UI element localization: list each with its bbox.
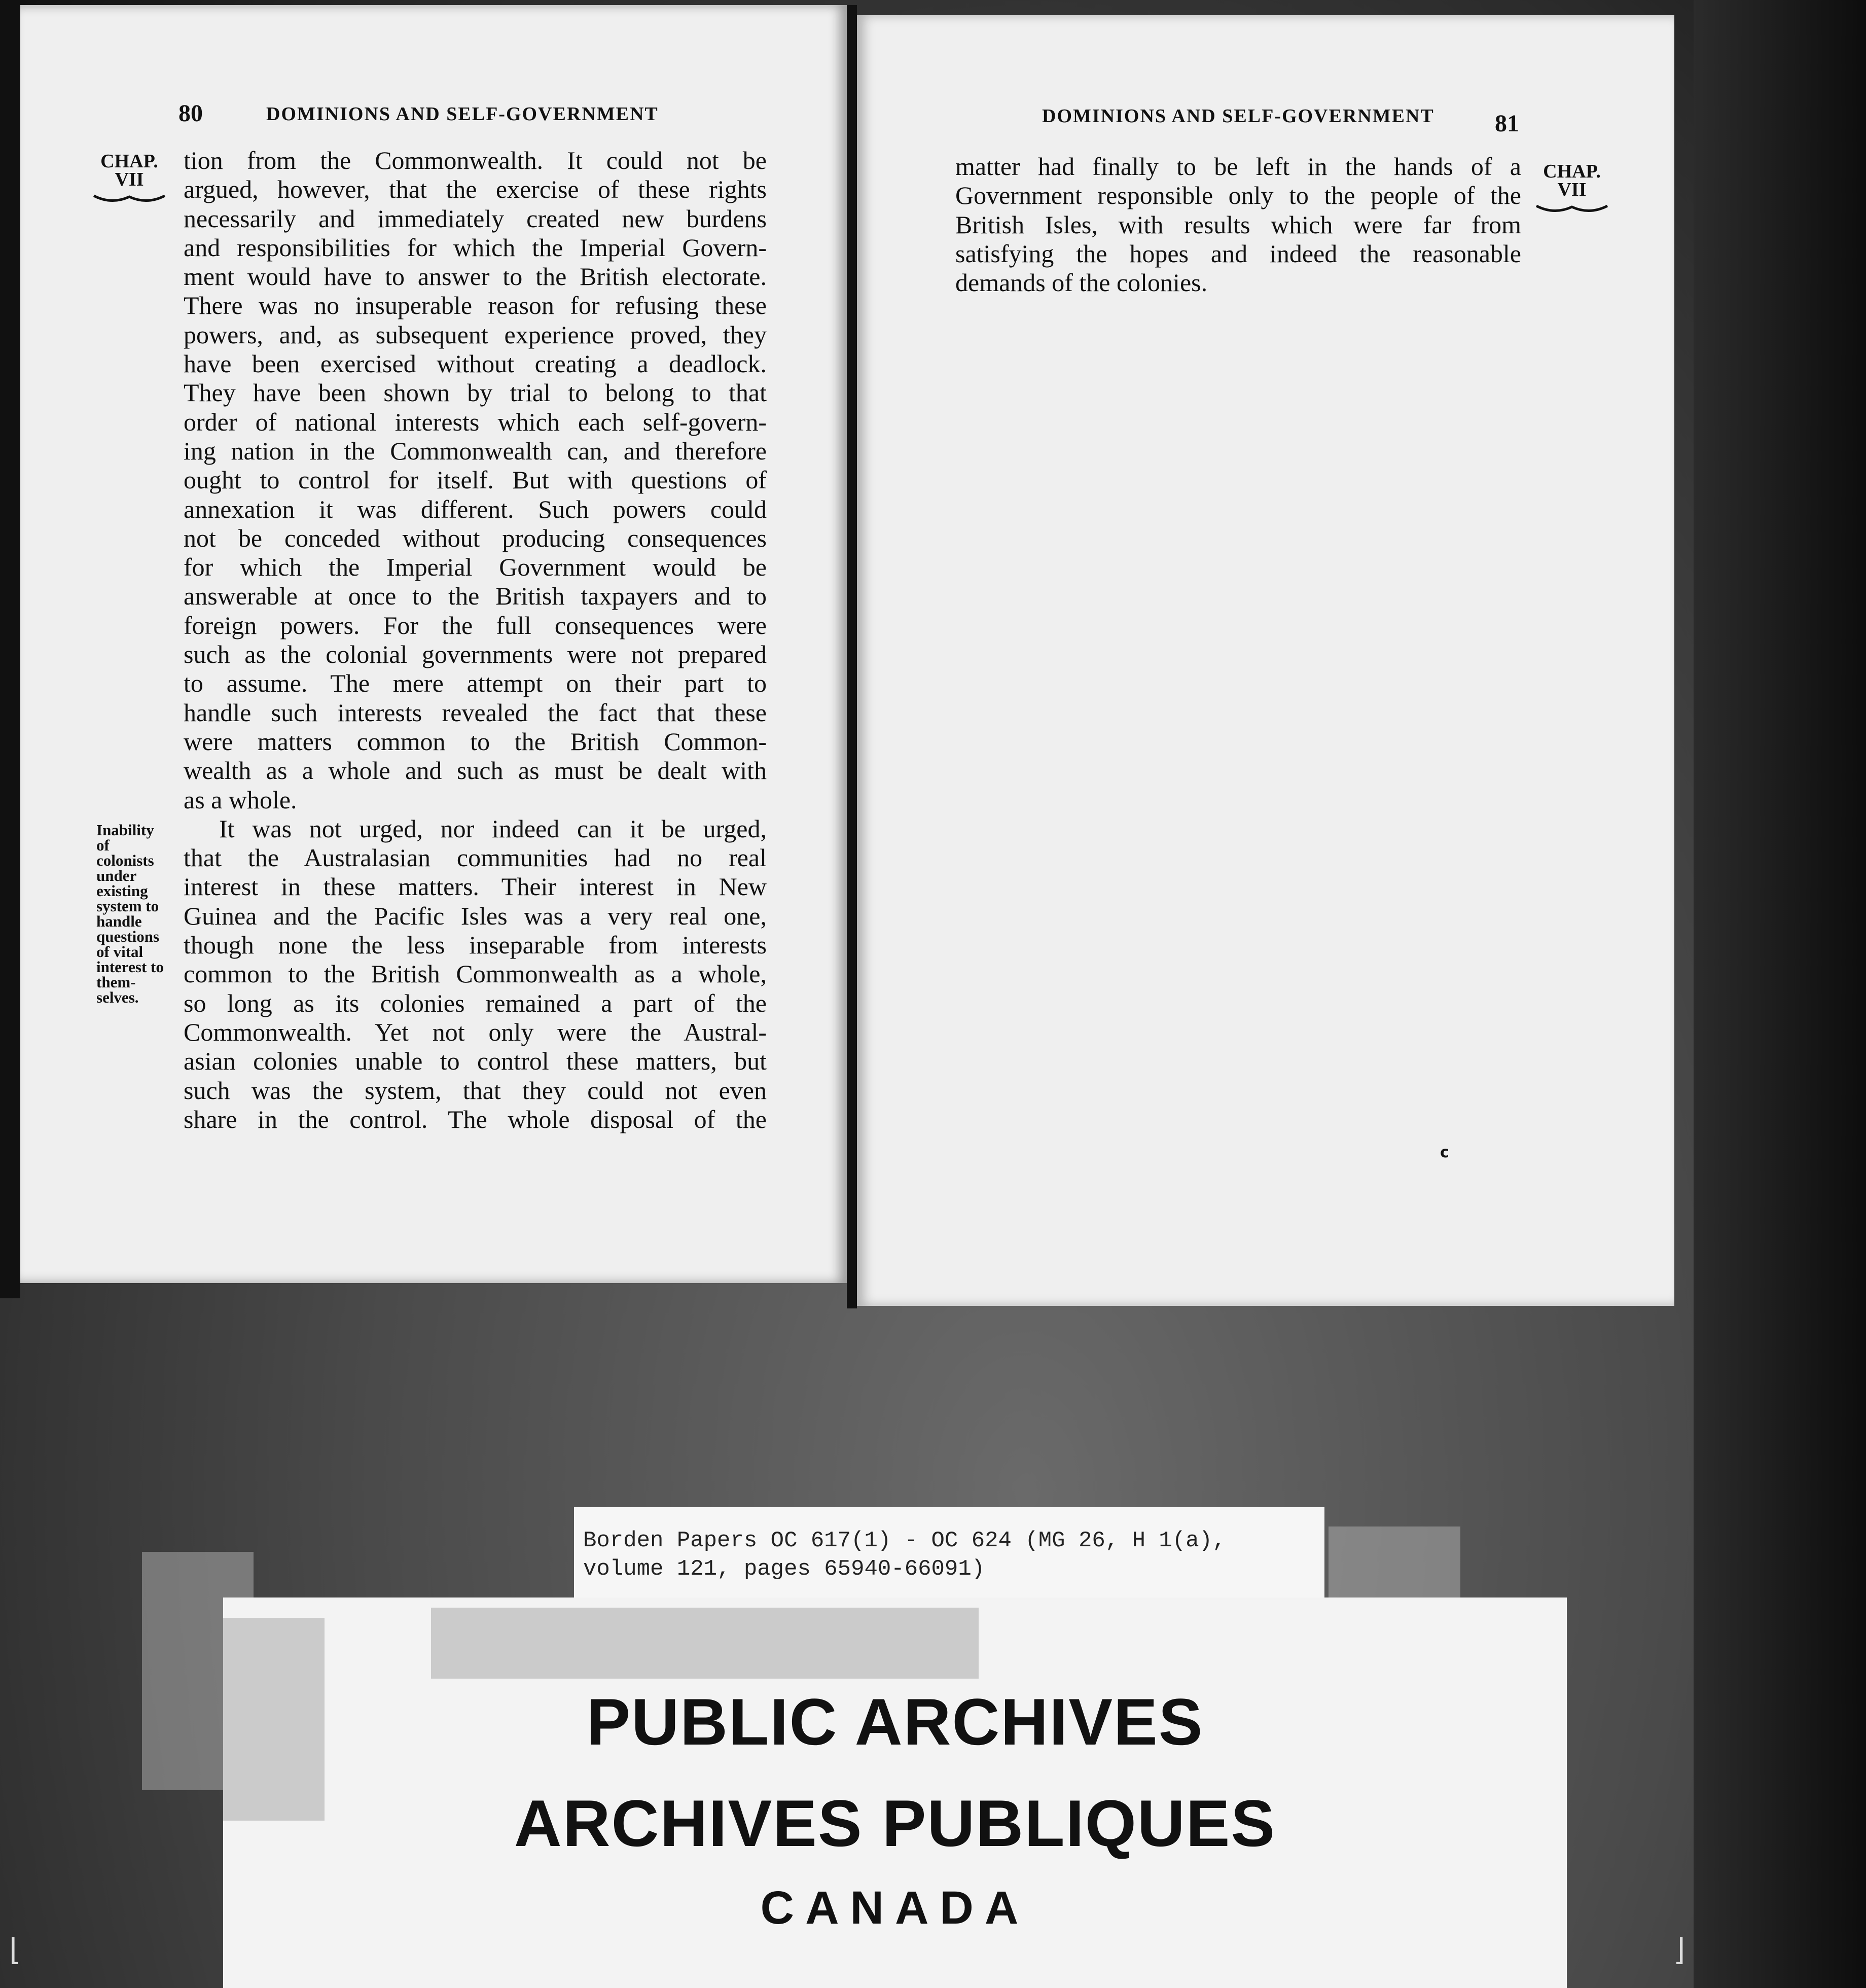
chapter-label: CHAP. <box>1543 161 1601 182</box>
margin-note-line: them- <box>96 973 136 991</box>
text-line: have been exercised without creating a deadlock. <box>184 349 767 378</box>
text-line: were matters common to the British Common- <box>184 727 767 756</box>
text-line: Guinea and the Pacific Isles was a very real one, <box>184 901 767 930</box>
right-page <box>857 15 1674 1306</box>
chapter-label: CHAP. <box>100 151 158 172</box>
margin-note-line: under <box>96 867 137 884</box>
tape-strip <box>431 1608 979 1679</box>
archive-country: CANADA <box>760 1882 1030 1934</box>
text-line: for which the Imperial Government would be <box>184 553 767 582</box>
text-line: annexation it was different. Such powers could <box>184 494 767 523</box>
text-line: not be conceded without producing consequences <box>184 523 767 552</box>
chapter-numeral: VII <box>1557 179 1587 200</box>
text-line: common to the British Commonwealth as a whole, <box>184 960 767 988</box>
text-line: There was no insuperable reason for refusing these <box>184 291 767 320</box>
page-number-right: 81 <box>1495 110 1519 137</box>
text-line: It was not urged, nor indeed can it be urged, <box>219 814 767 843</box>
archive-reference-line: Borden Papers OC 617(1) - OC 624 (MG 26, H 1(a), <box>583 1528 1226 1553</box>
margin-note-line: of vital <box>96 943 143 961</box>
text-line: such was the system, that they could not even <box>184 1076 767 1105</box>
margin-note-line: questions <box>96 928 160 945</box>
text-line: tion from the Commonwealth. It could not be <box>184 146 767 174</box>
chapter-brace-icon <box>1534 202 1610 217</box>
right-page-body <box>955 152 1521 297</box>
text-line: ing nation in the Commonwealth can, and therefore <box>184 436 767 465</box>
text-line: that the Australasian communities had no real <box>184 843 767 872</box>
text-line: necessarily and immediately created new burdens <box>184 204 767 233</box>
crop-mark-icon: ⌊ <box>9 1932 21 1968</box>
dark-edge-right <box>1694 0 1866 1988</box>
text-line: ment would have to answer to the British electorate. <box>184 262 767 291</box>
margin-note-line: of <box>96 836 110 854</box>
text-line: answerable at once to the British taxpayers and to <box>184 582 767 611</box>
text-line: argued, however, that the exercise of these rights <box>184 175 767 204</box>
text-line: demands of the colonies. <box>955 268 1208 297</box>
margin-note-line: interest to <box>96 958 164 976</box>
text-line: powers, and, as subsequent experience proved, they <box>184 320 767 349</box>
chapter-marker-left <box>86 152 172 207</box>
margin-note-line: handle <box>96 912 142 930</box>
text-line: though none the less inseparable from interests <box>184 931 767 960</box>
archive-title-french: ARCHIVES PUBLIQUES <box>514 1786 1276 1860</box>
text-line: British Isles, with results which were far from <box>955 210 1521 239</box>
text-line: ought to control for itself. But with questions of <box>184 466 767 494</box>
text-line: order of national interests which each self-govern- <box>184 407 767 436</box>
margin-note <box>96 823 185 1005</box>
left-page-body <box>184 146 767 1134</box>
text-line: Government responsible only to the people of the <box>955 181 1521 210</box>
archive-stamp-card <box>223 1598 1567 1988</box>
margin-note-line: selves. <box>96 988 139 1006</box>
text-line: matter had finally to be left in the hands of a <box>955 152 1521 181</box>
margin-note-line: Inability <box>96 821 154 839</box>
text-line: handle such interests revealed the fact that these <box>184 698 767 727</box>
text-line: satisfying the hopes and indeed the reasonable <box>955 239 1521 268</box>
page-number-left: 80 <box>178 100 203 127</box>
archive-title-english: PUBLIC ARCHIVES <box>586 1685 1204 1759</box>
text-line: interest in these matters. Their interest in New <box>184 872 767 901</box>
text-line: Commonwealth. Yet not only were the Austral- <box>184 1017 767 1046</box>
text-line: wealth as a whole and such as must be dealt with <box>184 756 767 785</box>
margin-note-line: system to <box>96 897 159 915</box>
dark-edge-left <box>0 0 20 1298</box>
book-gutter <box>847 5 857 1308</box>
margin-note-line: colonists <box>96 851 154 869</box>
text-line: They have been shown by trial to belong to that <box>184 378 767 407</box>
chapter-marker-right <box>1529 162 1615 217</box>
text-line: so long as its colonies remained a part of the <box>184 988 767 1017</box>
archive-reference-line: volume 121, pages 65940-66091) <box>583 1556 985 1582</box>
running-head-left: DOMINIONS AND SELF-GOVERNMENT <box>266 103 659 125</box>
stray-mark: c <box>1440 1144 1449 1161</box>
text-line: such as the colonial governments were not prepared <box>184 640 767 669</box>
text-line: foreign powers. For the full consequences were <box>184 611 767 640</box>
text-line: asian colonies unable to control these matters, but <box>184 1047 767 1076</box>
chapter-numeral: VII <box>115 169 144 190</box>
text-line: and responsibilities for which the Imperial Govern- <box>184 233 767 262</box>
running-head-right: DOMINIONS AND SELF-GOVERNMENT <box>1042 105 1434 127</box>
crop-mark-icon: ⌋ <box>1673 1932 1685 1968</box>
margin-note-line: existing <box>96 882 148 900</box>
text-line: as a whole. <box>184 785 297 814</box>
chapter-brace-icon <box>91 192 167 207</box>
text-line: to assume. The mere attempt on their part to <box>184 669 767 698</box>
text-line: share in the control. The whole disposal of the <box>184 1105 767 1133</box>
left-page <box>20 5 847 1283</box>
